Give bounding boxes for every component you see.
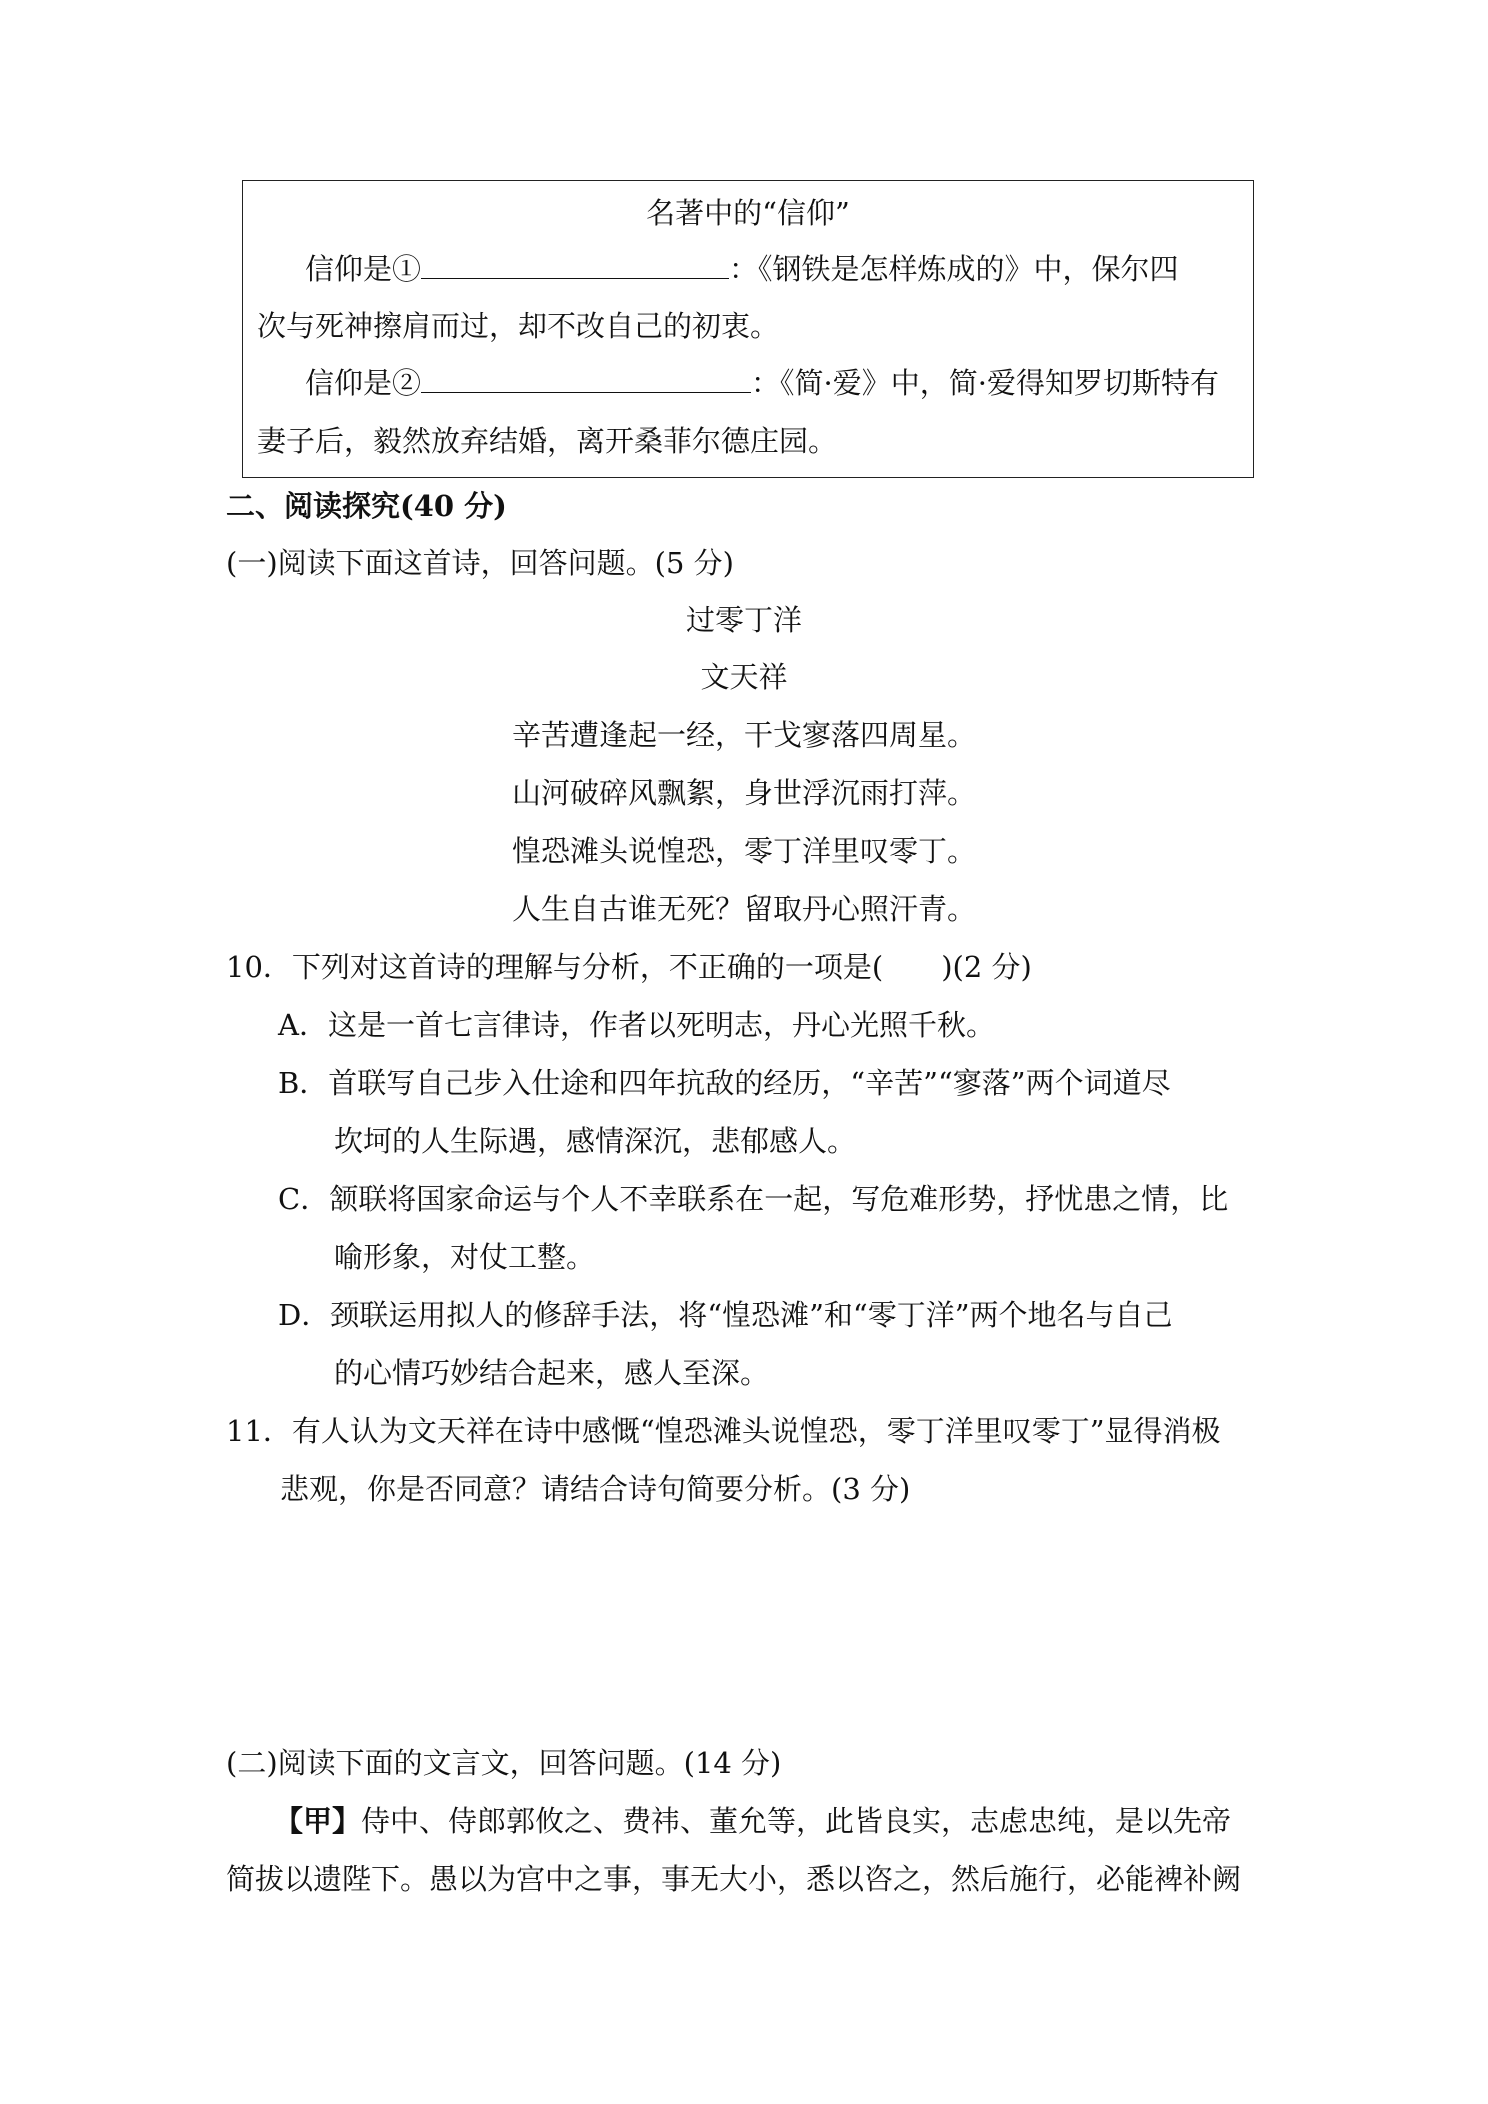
box-item-1-line-1 [305,247,1179,288]
passage-tag: 【甲】 [274,1804,362,1838]
option-b: B．首联写自己步入仕途和四年抗敌的经历，“辛苦”“寥落”两个词道尽 [278,1066,1171,1100]
item2-prefix: 信仰是② [305,366,422,400]
poem-title: 过零丁洋 [685,603,802,637]
poem-line: 辛苦遭逢起一经，干戈寥落四周星。 [511,718,976,752]
answer-space-11[interactable] [226,1520,1266,1720]
poem-line: 山河破碎风飘絮，身世浮沉雨打萍。 [511,776,976,810]
part1-intro: (一)阅读下面这首诗，回答问题。(5 分) [226,546,734,580]
option-c-cont: 喻形象，对仗工整。 [334,1240,596,1274]
option-d: D．颈联运用拟人的修辞手法，将“惶恐滩”和“零丁洋”两个地名与自己 [278,1298,1173,1332]
item2-text-a: ：《简·爱》中，简·爱得知罗切斯特有 [751,366,1219,400]
item1-prefix: 信仰是① [305,252,422,286]
question-10-stem: 10．下列对这首诗的理解与分析，不正确的一项是( )(2 分) [226,950,1032,984]
answer-blank-2[interactable] [421,362,751,393]
poem-author: 文天祥 [700,660,788,694]
box-item-1-line-2: 次与死神擦肩而过，却不改自己的初衷。 [257,309,780,343]
box-item-2-line-1 [305,361,1219,402]
item1-text-a: ：《钢铁是怎样炼成的》中，保尔四 [729,252,1179,286]
option-b-cont: 坎坷的人生际遇，感情深沉，悲郁感人。 [334,1124,857,1158]
passage-line-2: 简拔以遗陛下。愚以为宫中之事，事无大小，悉以咨之，然后施行，必能裨补阙 [226,1862,1242,1896]
option-c: C．颔联将国家命运与个人不幸联系在一起，写危难形势，抒忧患之情，比 [278,1182,1229,1216]
poem-line: 人生自古谁无死？留取丹心照汗青。 [511,892,976,926]
section-heading: 二、阅读探究(40 分) [226,489,507,523]
box-item-2-line-2: 妻子后，毅然放弃结婚，离开桑菲尔德庄园。 [257,424,838,458]
passage-line-1 [274,1799,1231,1840]
question-11-line-2: 悲观，你是否同意？请结合诗句简要分析。(3 分) [280,1472,911,1506]
poem-line: 惶恐滩头说惶恐，零丁洋里叹零丁。 [511,834,976,868]
box-title: 名著中的“信仰” [646,196,850,230]
option-d-cont: 的心情巧妙结合起来，感人至深。 [334,1356,770,1390]
answer-blank-1[interactable] [421,248,729,279]
faith-box [242,180,1254,478]
question-11-line-1: 11．有人认为文天祥在诗中感慨“惶恐滩头说惶恐，零丁洋里叹零丁”显得消极 [226,1414,1221,1448]
option-a: A．这是一首七言律诗，作者以死明志，丹心光照千秋。 [278,1008,995,1042]
passage-text-1: 侍中、侍郎郭攸之、费祎、董允等，此皆良实，志虑忠纯，是以先帝 [361,1804,1232,1838]
part2-intro: (二)阅读下面的文言文，回答问题。(14 分) [226,1746,782,1780]
